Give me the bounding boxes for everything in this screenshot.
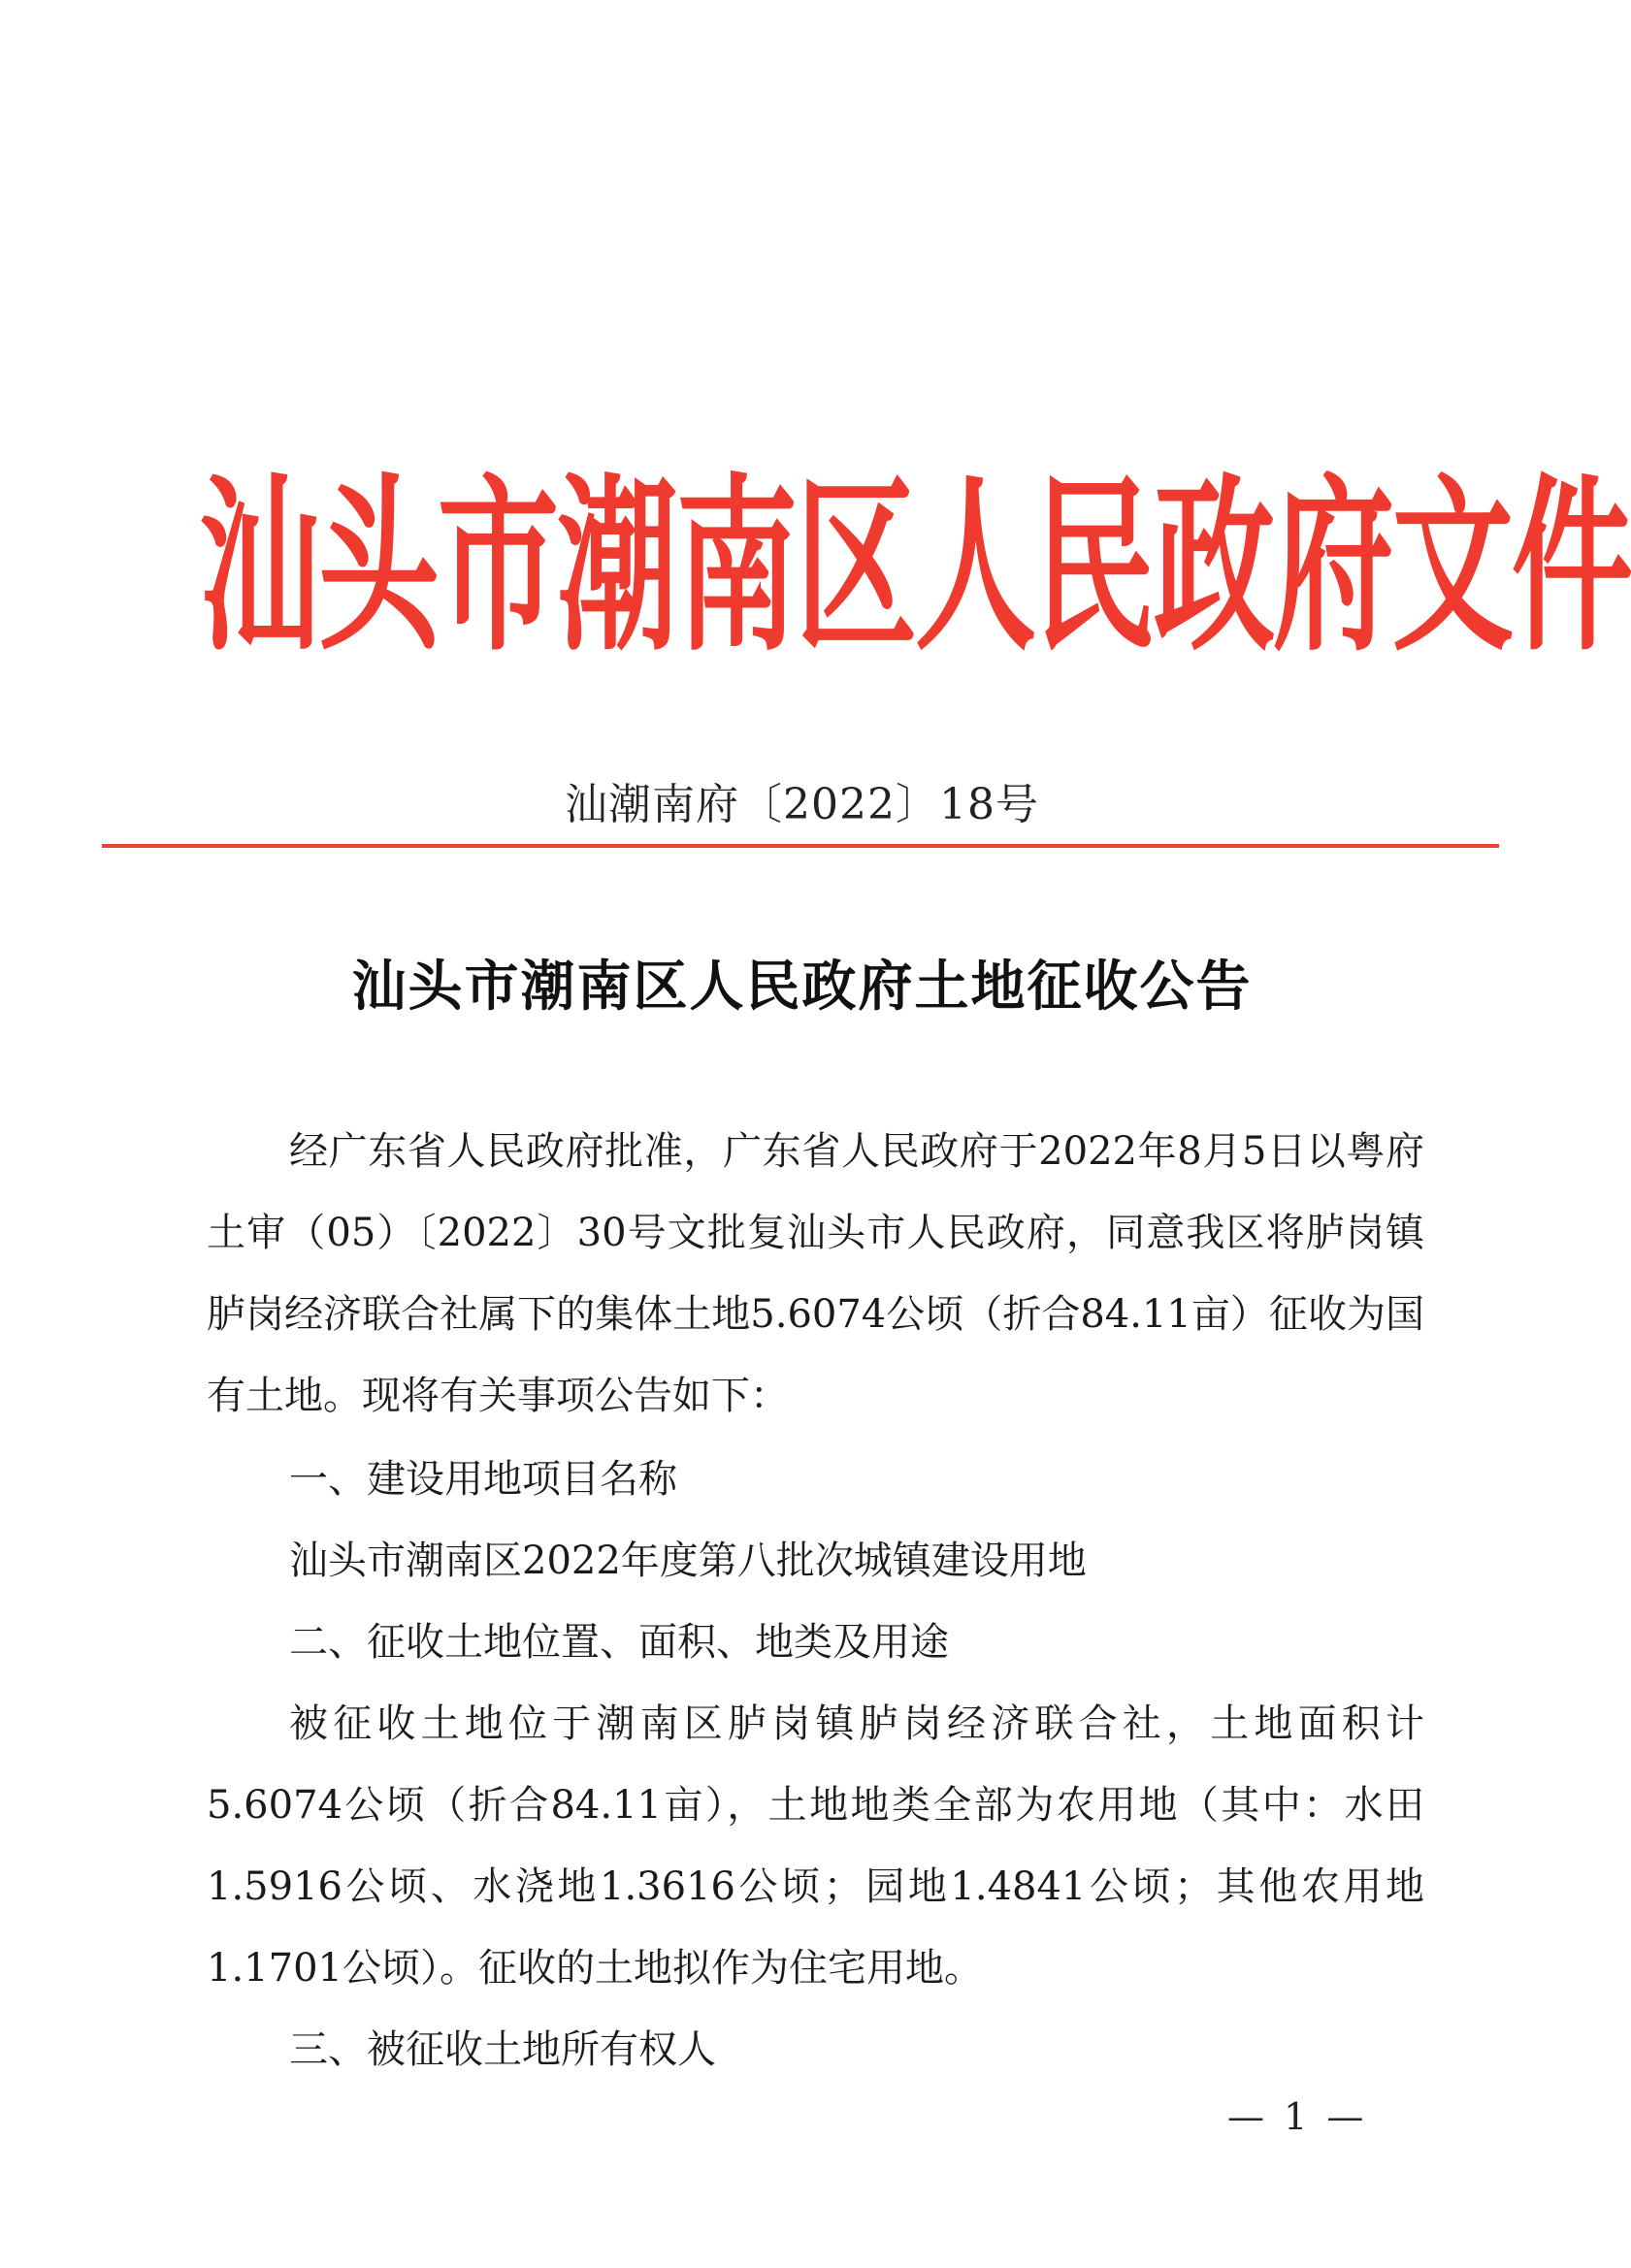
masthead-char: 汕	[199, 458, 318, 677]
page-number: — 1 —	[1227, 2095, 1368, 2138]
red-divider-line	[102, 844, 1499, 848]
announcement-title: 汕头市潮南区人民政府土地征收公告	[351, 956, 1253, 1019]
masthead-char: 人	[915, 458, 1034, 677]
masthead-char: 区	[796, 458, 915, 677]
masthead-char: 文	[1392, 458, 1512, 677]
masthead-char: 政	[1154, 458, 1273, 677]
land-location-paragraph: 被征收土地位于潮南区胪岗镇胪岗经济联合社，土地面积计5.6074公顷（折合84.11亩），土地地类全部为农用地（其中：水田1.5916公顷、水浇地1.3616公顷；园地1.4841公顷；其他农用地1.1701公顷）。征收的土地拟作为住宅用地。	[207, 1701, 1424, 1991]
section-heading-2: 二、征收土地位置、面积、地类及用途	[289, 1620, 949, 1665]
masthead-char: 件	[1512, 458, 1631, 677]
project-name-line: 汕头市潮南区2022年度第八批次城镇建设用地	[289, 1539, 1087, 1583]
masthead-char: 市	[438, 458, 557, 677]
masthead-char: 南	[676, 458, 796, 677]
masthead-char: 民	[1034, 458, 1154, 677]
masthead	[199, 458, 1631, 677]
intro-paragraph: 经广东省人民政府批准，广东省人民政府于2022年8月5日以粤府土审（05）〔2022〕30号文批复汕头市人民政府，同意我区将胪岗镇胪岗经济联合社属下的集体土地5.6074公顷（折合84.11亩）征收为国有土地。现将有关事项公告如下：	[207, 1129, 1424, 1418]
section-heading-1: 一、建设用地项目名称	[289, 1457, 677, 1502]
masthead-char: 潮	[557, 458, 676, 677]
masthead-char: 府	[1273, 458, 1392, 677]
document-number: 汕潮南府〔2022〕18号	[565, 780, 1039, 829]
section-heading-3: 三、被征收土地所有权人	[289, 2027, 716, 2072]
masthead-char: 头	[318, 458, 438, 677]
